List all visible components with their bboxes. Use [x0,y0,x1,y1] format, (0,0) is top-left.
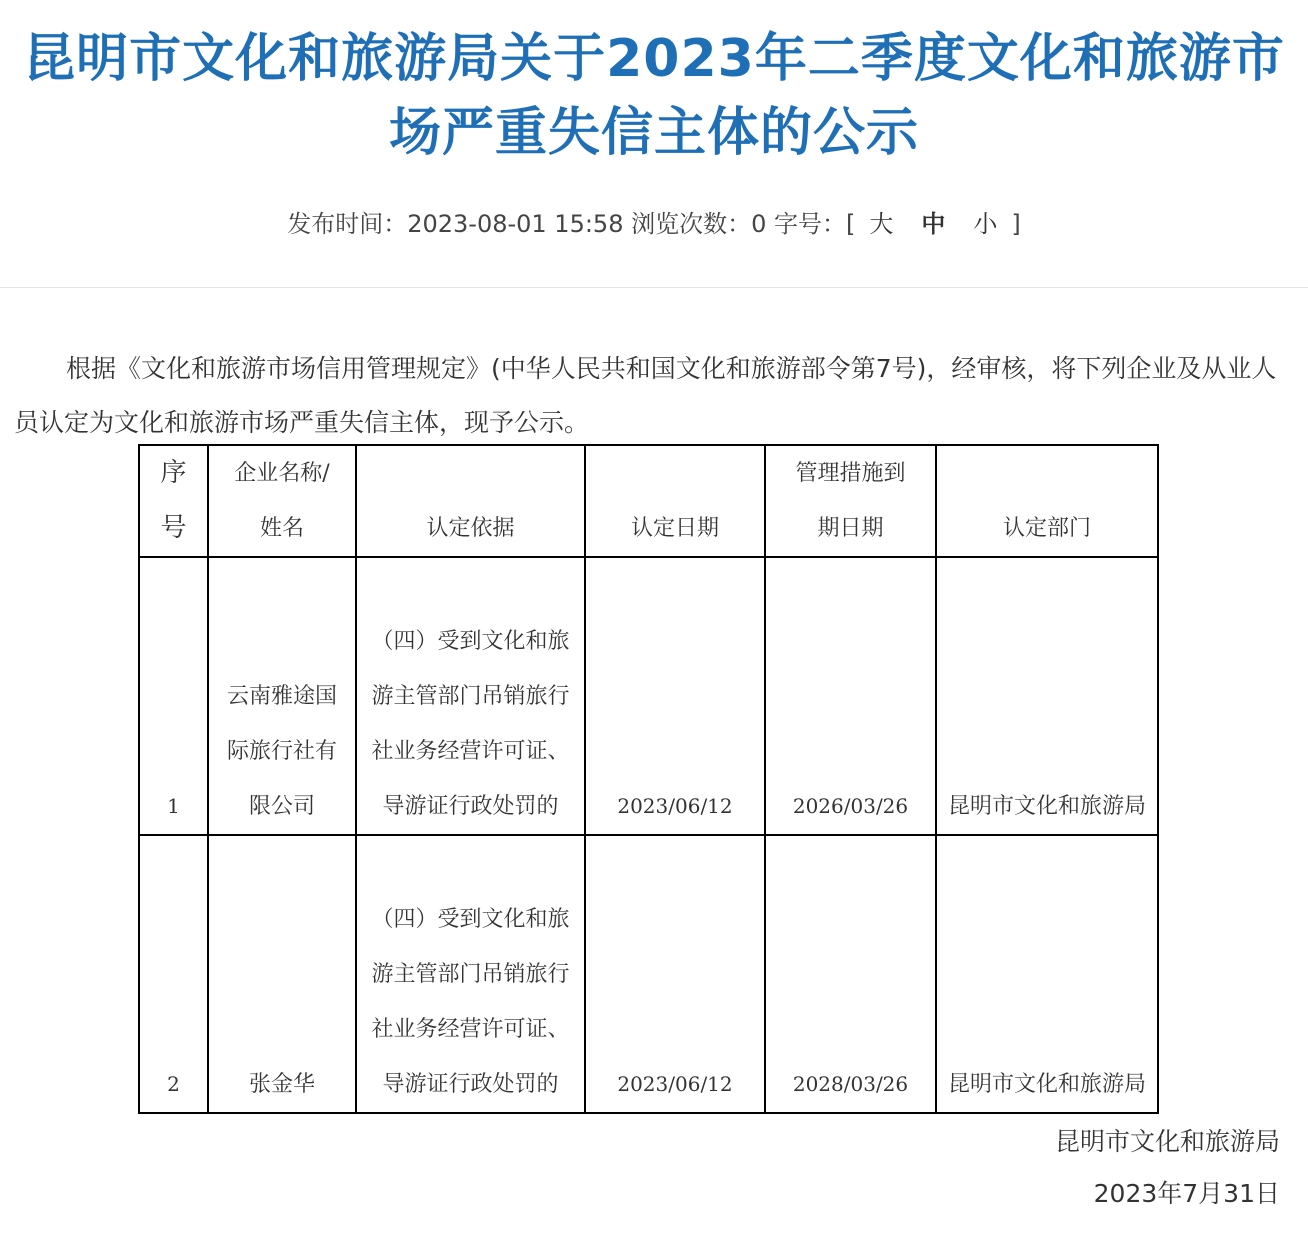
article-meta [0,204,1308,244]
row-expiry: 2028/03/26 [765,835,936,1113]
row-basis: （四）受到文化和旅游主管部门吊销旅行社业务经营许可证、导游证行政处罚的 [356,835,585,1113]
row-no: 2 [139,835,208,1113]
header-divider [0,287,1308,288]
views-label: 浏览次数： [631,210,752,238]
font-size-label: 字号： [774,210,847,238]
header-basis: 认定依据 [356,445,585,557]
row-name: 云南雅途国际旅行社有限公司 [208,557,356,835]
row-no: 1 [139,557,208,835]
table-row [139,557,1158,835]
signature-org: 昆明市文化和旅游局 [1054,1127,1280,1156]
row-date: 2023/06/12 [585,835,765,1113]
header-no: 序号 [139,445,208,557]
signature-date: 2023年7月31日 [1093,1179,1280,1208]
views-count: 0 [751,210,767,238]
header-dept: 认定部门 [936,445,1158,557]
intro-paragraph: 根据《文化和旅游市场信用管理规定》(中华人民共和国文化和旅游部令第7号)，经审核，将下列企业及从业人员认定为文化和旅游市场严重失信主体，现予公示。 [14,354,1277,437]
bracket-close: ] [1011,210,1021,238]
dishonest-entities-table [138,444,1159,1114]
publish-time-label: 发布时间： [287,210,408,238]
publish-time: 2023-08-01 15:58 [407,210,624,238]
header-name: 企业名称/姓名 [208,445,356,557]
font-size-small-button[interactable]: 小 [973,210,998,238]
header-date: 认定日期 [585,445,765,557]
header-expiry: 管理措施到期日期 [765,445,936,557]
row-date: 2023/06/12 [585,557,765,835]
table-row [139,835,1158,1113]
row-name: 张金华 [208,835,356,1113]
row-dept: 昆明市文化和旅游局 [936,835,1158,1113]
row-dept: 昆明市文化和旅游局 [936,557,1158,835]
bracket-open: [ [846,210,856,238]
font-size-medium-button[interactable]: 中 [921,210,946,238]
row-expiry: 2026/03/26 [765,557,936,835]
font-size-large-button[interactable]: 大 [869,210,894,238]
table-header-row [139,445,1158,557]
row-basis: （四）受到文化和旅游主管部门吊销旅行社业务经营许可证、导游证行政处罚的 [356,557,585,835]
page-title: 昆明市文化和旅游局关于2023年二季度文化和旅游市场严重失信主体的公示 [23,29,1285,163]
